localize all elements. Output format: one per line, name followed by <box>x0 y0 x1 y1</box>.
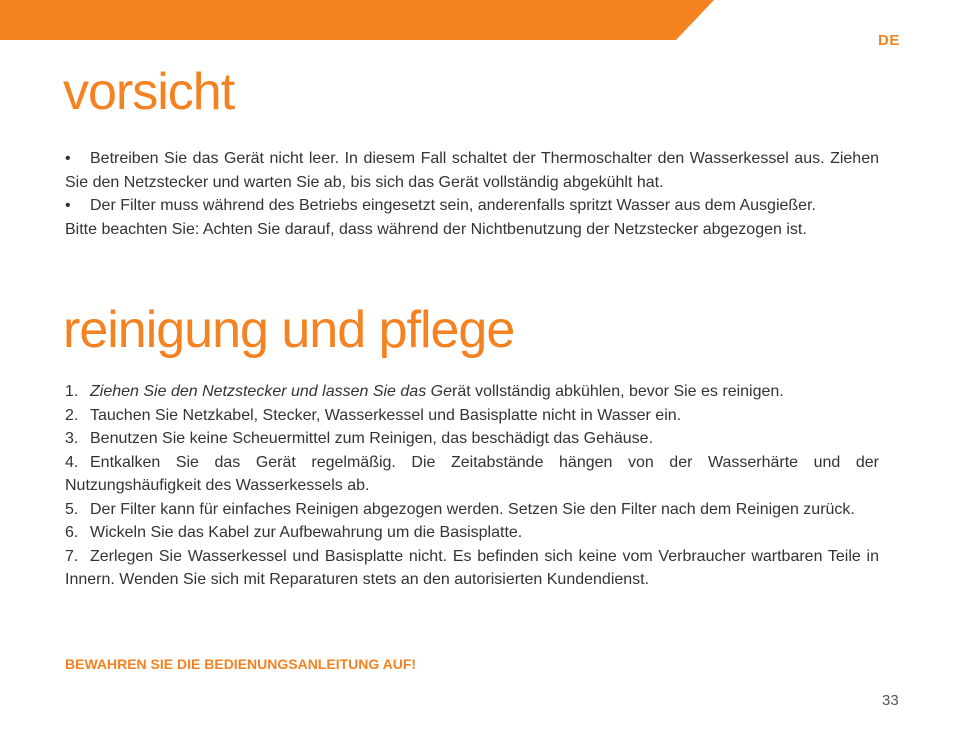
cleaning-steps <box>65 380 879 592</box>
header-accent-band <box>0 0 954 40</box>
list-item: 2. Tauchen Sie Netzkabel, Stecker, Wasserkessel und Basisplatte nicht in Wasser ein. <box>65 406 682 424</box>
list-item: 1. Ziehen Sie den Netzstecker und lassen Sie das Gerät vollständig abkühlen, bevor Sie es reinigen. <box>65 383 784 400</box>
section-title-reinigung: reinigung und pflege <box>63 301 515 359</box>
list-item: 5. Der Filter kann für einfaches Reinigen abgezogen werden. Setzen Sie den Filter nach dem Reinigen zurück. <box>65 500 855 518</box>
caution-paragraph-1: • Betreiben Sie das Gerät nicht leer. In diesem Fall schaltet der Thermoschalter den Wasserkessel aus. Ziehen Sie den Netzstecker und warten Sie ab, bis sich das Gerät vollständig abgekühlt hat. <box>65 147 879 194</box>
language-tag: DE <box>878 32 900 49</box>
bullet-marker: • <box>65 197 71 214</box>
list-item: 6. Wickeln Sie das Kabel zur Aufbewahrung um die Basisplatte. <box>65 524 523 541</box>
caution-text <box>65 147 879 241</box>
page-number: 33 <box>882 692 899 709</box>
caution-paragraph-3: Bitte beachten Sie: Achten Sie darauf, dass während der Nichtbenutzung der Netzstecker abgezogen ist. <box>65 220 807 238</box>
list-item: 7. Zerlegen Sie Wasserkessel und Basisplatte nicht. Es befinden sich keine vom Verbraucher wartbaren Teile in Innern. Wenden Sie sich mit Reparaturen stets an den autorisierten Kundendienst. <box>65 547 879 588</box>
bullet-marker: • <box>65 150 71 167</box>
section-title-vorsicht: vorsicht <box>63 63 235 121</box>
list-item: 3. Benutzen Sie keine Scheuermittel zum Reinigen, das beschädigt das Gehäuse. <box>65 430 654 447</box>
list-item: 4. Entkalken Sie das Gerät regelmäßig. Die Zeitabstände hängen von der Wasserhärte und der Nutzungshäufigkeit des Wasserkessels ab. <box>65 453 879 494</box>
caution-paragraph-2: • Der Filter muss während des Betriebs eingesetzt sein, anderenfalls spritzt Wasser aus dem Ausgießer. <box>65 194 879 218</box>
keep-manual-note: BEWAHREN SIE DIE BEDIENUNGSANLEITUNG AUF! <box>65 656 417 672</box>
